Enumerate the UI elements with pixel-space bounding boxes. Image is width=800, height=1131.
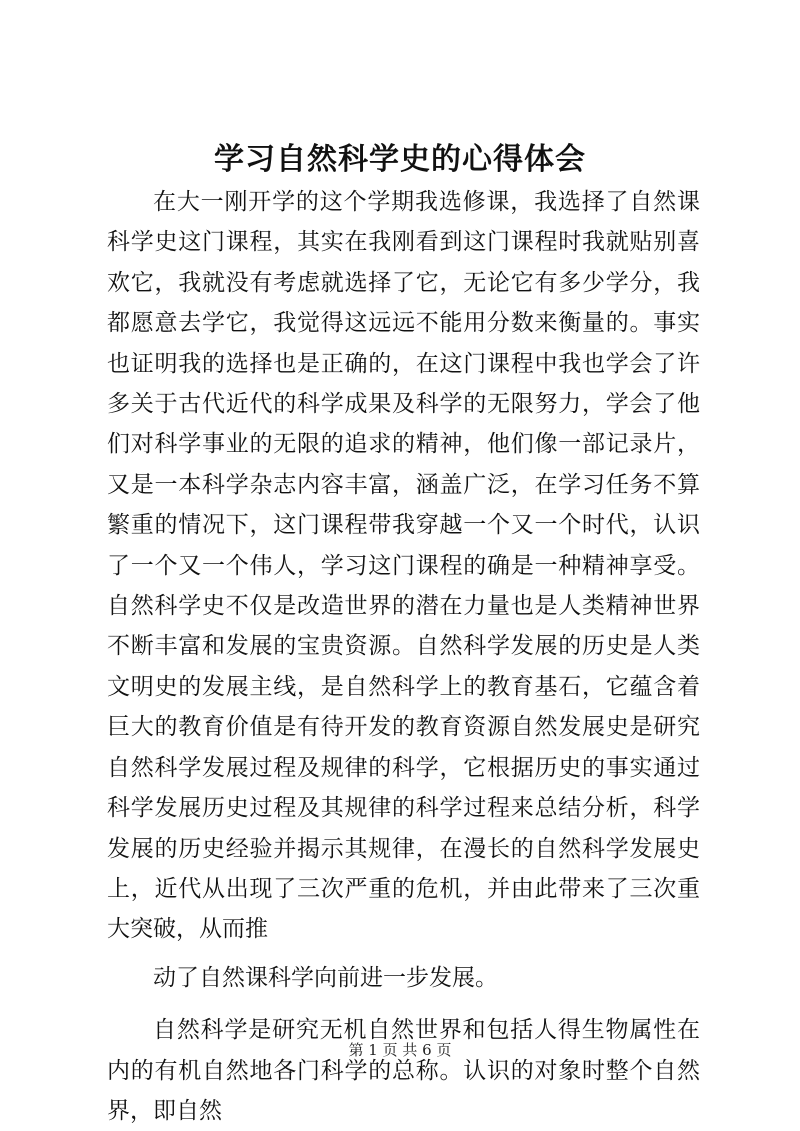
document-body xyxy=(107,182,700,1131)
document-title: 学习自然科学史的心得体会 xyxy=(214,142,586,177)
page-footer: 第 1 页 共 6 页 xyxy=(348,1041,452,1059)
paragraph-2: 动了自然课科学向前进一步发展。 xyxy=(153,964,498,991)
paragraph-1: 在大一刚开学的这个学期我选修课，我选择了自然课科学史这门课程，其实在我刚看到这门课程时我就贴别喜欢它，我就没有考虑就选择了它，无论它有多少学分，我都愿意去学它，我觉得这远远不能用分数来衡量的。事实也证明我的选择也是正确的，在这门课程中我也学会了许多关于古代近代的科学成果及科学的无限努力，学会了他们对科学事业的无限的追求的精神，他们像一部记录片，又是一本科学杂志内容丰富，涵盖广泛，在学习任务不算繁重的情况下，这门课程带我穿越一个又一个时代，认识了一个又一个伟人，学习这门课程的确是一种精神享受。自然科学史不仅是改造世界的潜在力量也是人类精神世界不断丰富和发展的宝贵资源。自然科学发展的历史是人类文明史的发展主线，是自然科学上的教育基石，它蕴含着巨大的教育价值是有待开发的教育资源自然发展史是研究自然科学发展过程及规律的科学，它根据历史的事实通过科学发展历史过程及其规律的科学过程来总结分析，科学发展的历史经验并揭示其规律，在漫长的自然科学发展史上，近代从出现了三次严重的危机，并由此带来了三次重大突破，从而推 xyxy=(107,189,700,943)
paragraph-3: 自然科学是研究无机自然世界和包括人得生物属性在内的有机自然地各门科学的总称。认识的对象时整个自然界，即自然 xyxy=(107,1017,700,1124)
